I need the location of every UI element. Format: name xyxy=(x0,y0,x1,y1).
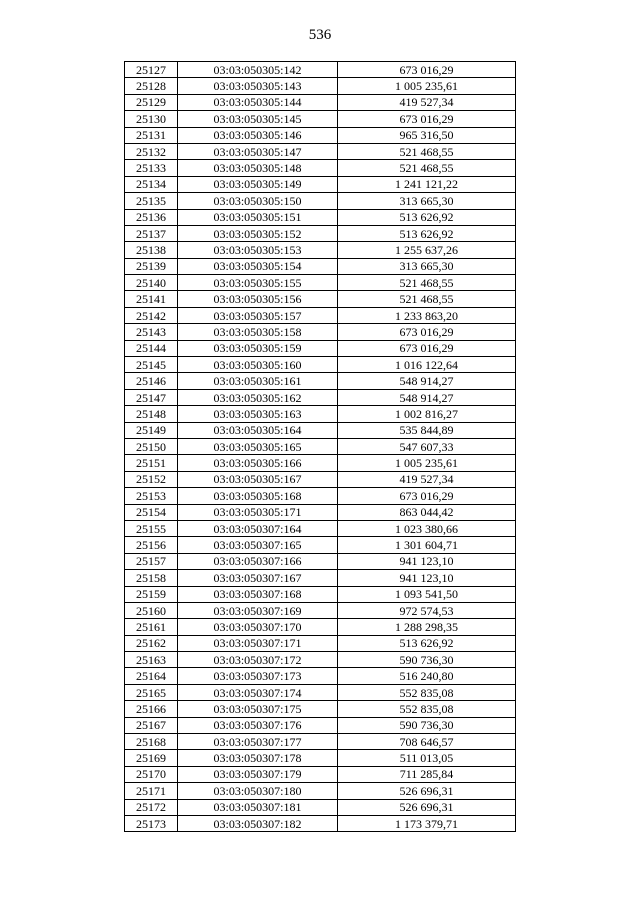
cadastral-value-cell: 1 241 121,22 xyxy=(338,176,516,192)
row-number-cell: 25154 xyxy=(125,504,178,520)
cadastral-value-cell: 552 835,08 xyxy=(338,684,516,700)
row-number-cell: 25153 xyxy=(125,488,178,504)
row-number-cell: 25158 xyxy=(125,570,178,586)
cadastral-value-cell: 1 023 380,66 xyxy=(338,520,516,536)
table-row xyxy=(125,258,516,274)
cadastral-number-cell: 03:03:050307:169 xyxy=(178,602,338,618)
row-number-cell: 25141 xyxy=(125,291,178,307)
table-row xyxy=(125,766,516,782)
table-row xyxy=(125,734,516,750)
cadastral-value-cell: 313 665,30 xyxy=(338,258,516,274)
table-row xyxy=(125,209,516,225)
row-number-cell: 25133 xyxy=(125,160,178,176)
row-number-cell: 25147 xyxy=(125,389,178,405)
table-row xyxy=(125,406,516,422)
cadastral-number-cell: 03:03:050305:168 xyxy=(178,488,338,504)
cadastral-value-cell: 673 016,29 xyxy=(338,488,516,504)
cadastral-value-cell: 526 696,31 xyxy=(338,799,516,815)
row-number-cell: 25151 xyxy=(125,455,178,471)
cadastral-number-cell: 03:03:050305:160 xyxy=(178,357,338,373)
table-row xyxy=(125,78,516,94)
row-number-cell: 25140 xyxy=(125,275,178,291)
cadastral-number-cell: 03:03:050307:170 xyxy=(178,619,338,635)
cadastral-number-cell: 03:03:050307:168 xyxy=(178,586,338,602)
table-row xyxy=(125,340,516,356)
row-number-cell: 25163 xyxy=(125,652,178,668)
cadastral-value-cell: 535 844,89 xyxy=(338,422,516,438)
table-row xyxy=(125,783,516,799)
table-row xyxy=(125,275,516,291)
row-number-cell: 25168 xyxy=(125,734,178,750)
table-row xyxy=(125,111,516,127)
cadastral-value-cell: 965 316,50 xyxy=(338,127,516,143)
row-number-cell: 25127 xyxy=(125,62,178,78)
row-number-cell: 25138 xyxy=(125,242,178,258)
cadastral-number-cell: 03:03:050305:151 xyxy=(178,209,338,225)
table-row xyxy=(125,815,516,831)
cadastral-number-cell: 03:03:050307:172 xyxy=(178,652,338,668)
cadastral-number-cell: 03:03:050307:173 xyxy=(178,668,338,684)
cadastral-number-cell: 03:03:050305:156 xyxy=(178,291,338,307)
table-row xyxy=(125,176,516,192)
cadastral-number-cell: 03:03:050307:174 xyxy=(178,684,338,700)
cadastral-value-cell: 511 013,05 xyxy=(338,750,516,766)
cadastral-number-cell: 03:03:050305:161 xyxy=(178,373,338,389)
cadastral-value-cell: 516 240,80 xyxy=(338,668,516,684)
row-number-cell: 25128 xyxy=(125,78,178,94)
row-number-cell: 25129 xyxy=(125,94,178,110)
cadastral-value-cell: 313 665,30 xyxy=(338,193,516,209)
cadastral-value-cell: 863 044,42 xyxy=(338,504,516,520)
row-number-cell: 25166 xyxy=(125,701,178,717)
cadastral-number-cell: 03:03:050307:167 xyxy=(178,570,338,586)
table-row xyxy=(125,717,516,733)
cadastral-value-cell: 711 285,84 xyxy=(338,766,516,782)
table-row xyxy=(125,684,516,700)
table-row xyxy=(125,422,516,438)
row-number-cell: 25134 xyxy=(125,176,178,192)
table-row xyxy=(125,668,516,684)
cadastral-value-cell: 1 173 379,71 xyxy=(338,815,516,831)
cadastral-number-cell: 03:03:050305:158 xyxy=(178,324,338,340)
row-number-cell: 25160 xyxy=(125,602,178,618)
table-row xyxy=(125,324,516,340)
table-row xyxy=(125,537,516,553)
row-number-cell: 25143 xyxy=(125,324,178,340)
table-row xyxy=(125,160,516,176)
cadastral-number-cell: 03:03:050307:165 xyxy=(178,537,338,553)
cadastral-number-cell: 03:03:050305:155 xyxy=(178,275,338,291)
table-row xyxy=(125,242,516,258)
row-number-cell: 25150 xyxy=(125,438,178,454)
cadastral-number-cell: 03:03:050305:162 xyxy=(178,389,338,405)
table-row xyxy=(125,357,516,373)
cadastral-number-cell: 03:03:050305:143 xyxy=(178,78,338,94)
cadastral-number-cell: 03:03:050305:152 xyxy=(178,225,338,241)
row-number-cell: 25173 xyxy=(125,815,178,831)
cadastral-value-cell: 673 016,29 xyxy=(338,111,516,127)
cadastral-value-cell: 513 626,92 xyxy=(338,635,516,651)
table-row xyxy=(125,62,516,78)
cadastral-value-cell: 521 468,55 xyxy=(338,291,516,307)
row-number-cell: 25130 xyxy=(125,111,178,127)
cadastral-value-cell: 708 646,57 xyxy=(338,734,516,750)
cadastral-number-cell: 03:03:050307:171 xyxy=(178,635,338,651)
table-row xyxy=(125,471,516,487)
row-number-cell: 25170 xyxy=(125,766,178,782)
cadastral-number-cell: 03:03:050307:175 xyxy=(178,701,338,717)
row-number-cell: 25144 xyxy=(125,340,178,356)
table-row xyxy=(125,619,516,635)
cadastral-value-cell: 526 696,31 xyxy=(338,783,516,799)
cadastral-value-cell: 521 468,55 xyxy=(338,160,516,176)
row-number-cell: 25157 xyxy=(125,553,178,569)
cadastral-number-cell: 03:03:050305:159 xyxy=(178,340,338,356)
row-number-cell: 25131 xyxy=(125,127,178,143)
row-number-cell: 25148 xyxy=(125,406,178,422)
table-row xyxy=(125,373,516,389)
cadastral-value-cell: 1 288 298,35 xyxy=(338,619,516,635)
cadastral-number-cell: 03:03:050305:145 xyxy=(178,111,338,127)
cadastral-value-cell: 673 016,29 xyxy=(338,62,516,78)
cadastral-value-cell: 548 914,27 xyxy=(338,389,516,405)
cadastral-value-cell: 419 527,34 xyxy=(338,94,516,110)
cadastral-number-cell: 03:03:050305:164 xyxy=(178,422,338,438)
cadastral-number-cell: 03:03:050305:157 xyxy=(178,307,338,323)
table-row xyxy=(125,307,516,323)
cadastral-value-cell: 1 233 863,20 xyxy=(338,307,516,323)
cadastral-value-cell: 590 736,30 xyxy=(338,652,516,668)
table-row xyxy=(125,291,516,307)
cadastral-number-cell: 03:03:050305:150 xyxy=(178,193,338,209)
table-row xyxy=(125,586,516,602)
table-row xyxy=(125,520,516,536)
cadastral-value-cell: 521 468,55 xyxy=(338,275,516,291)
cadastral-number-cell: 03:03:050307:182 xyxy=(178,815,338,831)
cadastral-number-cell: 03:03:050307:180 xyxy=(178,783,338,799)
cadastral-value-cell: 1 002 816,27 xyxy=(338,406,516,422)
cadastral-value-cell: 419 527,34 xyxy=(338,471,516,487)
cadastral-value-cell: 1 093 541,50 xyxy=(338,586,516,602)
cadastral-number-cell: 03:03:050305:165 xyxy=(178,438,338,454)
cadastral-value-cell: 972 574,53 xyxy=(338,602,516,618)
cadastral-number-cell: 03:03:050305:147 xyxy=(178,143,338,159)
table-row xyxy=(125,488,516,504)
cadastral-number-cell: 03:03:050307:179 xyxy=(178,766,338,782)
row-number-cell: 25159 xyxy=(125,586,178,602)
cadastral-number-cell: 03:03:050307:166 xyxy=(178,553,338,569)
row-number-cell: 25142 xyxy=(125,307,178,323)
table-row xyxy=(125,455,516,471)
row-number-cell: 25137 xyxy=(125,225,178,241)
row-number-cell: 25156 xyxy=(125,537,178,553)
cadastral-number-cell: 03:03:050305:142 xyxy=(178,62,338,78)
cadastral-number-cell: 03:03:050305:153 xyxy=(178,242,338,258)
table-row xyxy=(125,438,516,454)
cadastral-number-cell: 03:03:050305:144 xyxy=(178,94,338,110)
table-row xyxy=(125,635,516,651)
cadastral-value-cell: 673 016,29 xyxy=(338,324,516,340)
table-row xyxy=(125,143,516,159)
table-row xyxy=(125,389,516,405)
row-number-cell: 25164 xyxy=(125,668,178,684)
row-number-cell: 25161 xyxy=(125,619,178,635)
row-number-cell: 25135 xyxy=(125,193,178,209)
cadastral-value-cell: 513 626,92 xyxy=(338,225,516,241)
cadastral-value-cell: 941 123,10 xyxy=(338,553,516,569)
cadastral-value-cell: 552 835,08 xyxy=(338,701,516,717)
row-number-cell: 25162 xyxy=(125,635,178,651)
cadastral-number-cell: 03:03:050305:171 xyxy=(178,504,338,520)
row-number-cell: 25165 xyxy=(125,684,178,700)
row-number-cell: 25171 xyxy=(125,783,178,799)
cadastral-number-cell: 03:03:050305:166 xyxy=(178,455,338,471)
row-number-cell: 25167 xyxy=(125,717,178,733)
table-row xyxy=(125,504,516,520)
table-body xyxy=(125,62,516,832)
cadastral-number-cell: 03:03:050305:146 xyxy=(178,127,338,143)
row-number-cell: 25152 xyxy=(125,471,178,487)
cadastral-value-cell: 1 255 637,26 xyxy=(338,242,516,258)
table-row xyxy=(125,570,516,586)
cadastral-value-cell: 513 626,92 xyxy=(338,209,516,225)
cadastral-value-cell: 1 005 235,61 xyxy=(338,455,516,471)
table-row xyxy=(125,701,516,717)
cadastral-value-cell: 1 005 235,61 xyxy=(338,78,516,94)
table-row xyxy=(125,602,516,618)
cadastral-value-cell: 521 468,55 xyxy=(338,143,516,159)
cadastral-value-table xyxy=(124,61,516,832)
cadastral-value-cell: 548 914,27 xyxy=(338,373,516,389)
row-number-cell: 25172 xyxy=(125,799,178,815)
cadastral-value-cell: 1 301 604,71 xyxy=(338,537,516,553)
cadastral-number-cell: 03:03:050305:167 xyxy=(178,471,338,487)
cadastral-number-cell: 03:03:050307:177 xyxy=(178,734,338,750)
row-number-cell: 25146 xyxy=(125,373,178,389)
cadastral-value-cell: 1 016 122,64 xyxy=(338,357,516,373)
cadastral-number-cell: 03:03:050305:148 xyxy=(178,160,338,176)
row-number-cell: 25155 xyxy=(125,520,178,536)
table-row xyxy=(125,193,516,209)
table-row xyxy=(125,652,516,668)
row-number-cell: 25136 xyxy=(125,209,178,225)
cadastral-number-cell: 03:03:050307:178 xyxy=(178,750,338,766)
table-row xyxy=(125,799,516,815)
table-row xyxy=(125,750,516,766)
row-number-cell: 25132 xyxy=(125,143,178,159)
row-number-cell: 25139 xyxy=(125,258,178,274)
page-number: 536 xyxy=(308,27,332,43)
cadastral-number-cell: 03:03:050305:154 xyxy=(178,258,338,274)
cadastral-number-cell: 03:03:050307:164 xyxy=(178,520,338,536)
table-row xyxy=(125,127,516,143)
table-row xyxy=(125,225,516,241)
table-row xyxy=(125,94,516,110)
cadastral-number-cell: 03:03:050307:181 xyxy=(178,799,338,815)
row-number-cell: 25149 xyxy=(125,422,178,438)
cadastral-number-cell: 03:03:050305:163 xyxy=(178,406,338,422)
cadastral-number-cell: 03:03:050305:149 xyxy=(178,176,338,192)
cadastral-number-cell: 03:03:050307:176 xyxy=(178,717,338,733)
cadastral-value-cell: 590 736,30 xyxy=(338,717,516,733)
cadastral-value-cell: 941 123,10 xyxy=(338,570,516,586)
table-row xyxy=(125,553,516,569)
row-number-cell: 25145 xyxy=(125,357,178,373)
row-number-cell: 25169 xyxy=(125,750,178,766)
cadastral-value-cell: 673 016,29 xyxy=(338,340,516,356)
cadastral-value-cell: 547 607,33 xyxy=(338,438,516,454)
